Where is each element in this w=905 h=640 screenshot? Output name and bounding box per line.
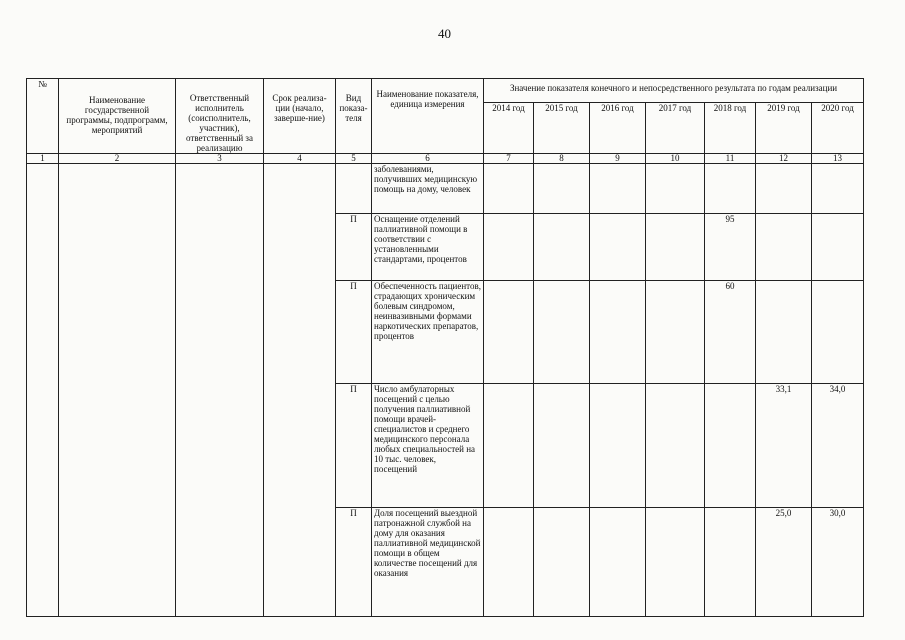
cell-value-2018: 60 bbox=[705, 281, 756, 384]
cell-value-2019: 25,0 bbox=[756, 508, 812, 617]
cell-type: П bbox=[336, 508, 372, 617]
cell-indicator: заболеваниями, получивших медицинскую помощь на дому, человек bbox=[372, 164, 484, 214]
cell-value-2015 bbox=[534, 164, 590, 214]
header-values: Значение показателя конечного и непосредственного результата по годам реализации bbox=[484, 79, 864, 103]
cell-value-2019 bbox=[756, 214, 812, 281]
cell-indicator: Число амбулаторных посещений с целью получения паллиативной помощи врачей-специалистов и среднего медицинского персонала любых специальностей на 10 тыс. человек, посещений bbox=[372, 384, 484, 508]
column-number: 1 bbox=[27, 154, 59, 164]
column-number: 13 bbox=[812, 154, 864, 164]
cell-value-2016 bbox=[590, 384, 646, 508]
cell-value-2020: 34,0 bbox=[812, 384, 864, 508]
header-year-2014: 2014 год bbox=[484, 102, 534, 153]
header-year-2019: 2019 год bbox=[756, 102, 812, 153]
cell-executor bbox=[176, 164, 264, 617]
header-year-2020: 2020 год bbox=[812, 102, 864, 153]
column-number: 9 bbox=[590, 154, 646, 164]
cell-value-2014 bbox=[484, 214, 534, 281]
cell-value-2015 bbox=[534, 508, 590, 617]
header-executor: Ответственный исполнитель (соисполнитель, участник), ответственный за реализацию bbox=[176, 79, 264, 154]
cell-value-2016 bbox=[590, 281, 646, 384]
cell-term bbox=[264, 164, 336, 617]
cell-type bbox=[336, 164, 372, 214]
cell-value-2020 bbox=[812, 214, 864, 281]
column-number: 6 bbox=[372, 154, 484, 164]
column-number: 7 bbox=[484, 154, 534, 164]
header-term: Срок реализа-ции (начало, заверше-ние) bbox=[264, 79, 336, 154]
cell-value-2014 bbox=[484, 384, 534, 508]
column-number: 12 bbox=[756, 154, 812, 164]
column-number: 4 bbox=[264, 154, 336, 164]
header-type: Вид показа-теля bbox=[336, 79, 372, 154]
cell-value-2017 bbox=[646, 214, 705, 281]
cell-value-2020: 30,0 bbox=[812, 508, 864, 617]
column-number: 5 bbox=[336, 154, 372, 164]
cell-value-2018 bbox=[705, 384, 756, 508]
cell-value-2020 bbox=[812, 281, 864, 384]
cell-value-2018: 95 bbox=[705, 214, 756, 281]
cell-value-2016 bbox=[590, 508, 646, 617]
column-number: 10 bbox=[646, 154, 705, 164]
cell-value-2017 bbox=[646, 164, 705, 214]
cell-indicator: Оснащение отделений паллиативной помощи в соответствии с установленными стандартами, процентов bbox=[372, 214, 484, 281]
header-program: Наименование государственной программы, подпрограмм, мероприятий bbox=[59, 79, 176, 154]
column-number: 11 bbox=[705, 154, 756, 164]
cell-value-2014 bbox=[484, 508, 534, 617]
column-number: 8 bbox=[534, 154, 590, 164]
indicators-table bbox=[26, 78, 864, 617]
cell-value-2017 bbox=[646, 281, 705, 384]
cell-type: П bbox=[336, 281, 372, 384]
cell-value-2015 bbox=[534, 384, 590, 508]
cell-value-2015 bbox=[534, 281, 590, 384]
header-year-2018: 2018 год bbox=[705, 102, 756, 153]
cell-value-2018 bbox=[705, 164, 756, 214]
cell-type: П bbox=[336, 214, 372, 281]
cell-no bbox=[27, 164, 59, 617]
cell-indicator: Доля посещений выездной патронажной службой на дому для оказания паллиативной медицинской помощи в общем количестве посещений для оказания bbox=[372, 508, 484, 617]
cell-indicator: Обеспеченность пациентов, страдающих хроническим болевым синдромом, неинвазивными формами наркотических препаратов, процентов bbox=[372, 281, 484, 384]
header-year-2016: 2016 год bbox=[590, 102, 646, 153]
cell-value-2019: 33,1 bbox=[756, 384, 812, 508]
cell-value-2019 bbox=[756, 281, 812, 384]
table-row bbox=[27, 164, 864, 214]
cell-value-2014 bbox=[484, 164, 534, 214]
cell-value-2019 bbox=[756, 164, 812, 214]
column-numbers-row bbox=[27, 154, 864, 164]
cell-value-2017 bbox=[646, 384, 705, 508]
cell-value-2016 bbox=[590, 164, 646, 214]
page-number: 40 bbox=[438, 26, 451, 41]
cell-value-2014 bbox=[484, 281, 534, 384]
column-number: 2 bbox=[59, 154, 176, 164]
cell-value-2020 bbox=[812, 164, 864, 214]
cell-type: П bbox=[336, 384, 372, 508]
header-year-2017: 2017 год bbox=[646, 102, 705, 153]
cell-value-2018 bbox=[705, 508, 756, 617]
cell-value-2016 bbox=[590, 214, 646, 281]
column-number: 3 bbox=[176, 154, 264, 164]
header-no: № bbox=[27, 79, 59, 154]
cell-value-2017 bbox=[646, 508, 705, 617]
cell-program bbox=[59, 164, 176, 617]
header-indicator: Наименование показателя, единица измерения bbox=[372, 79, 484, 154]
cell-value-2015 bbox=[534, 214, 590, 281]
header-year-2015: 2015 год bbox=[534, 102, 590, 153]
